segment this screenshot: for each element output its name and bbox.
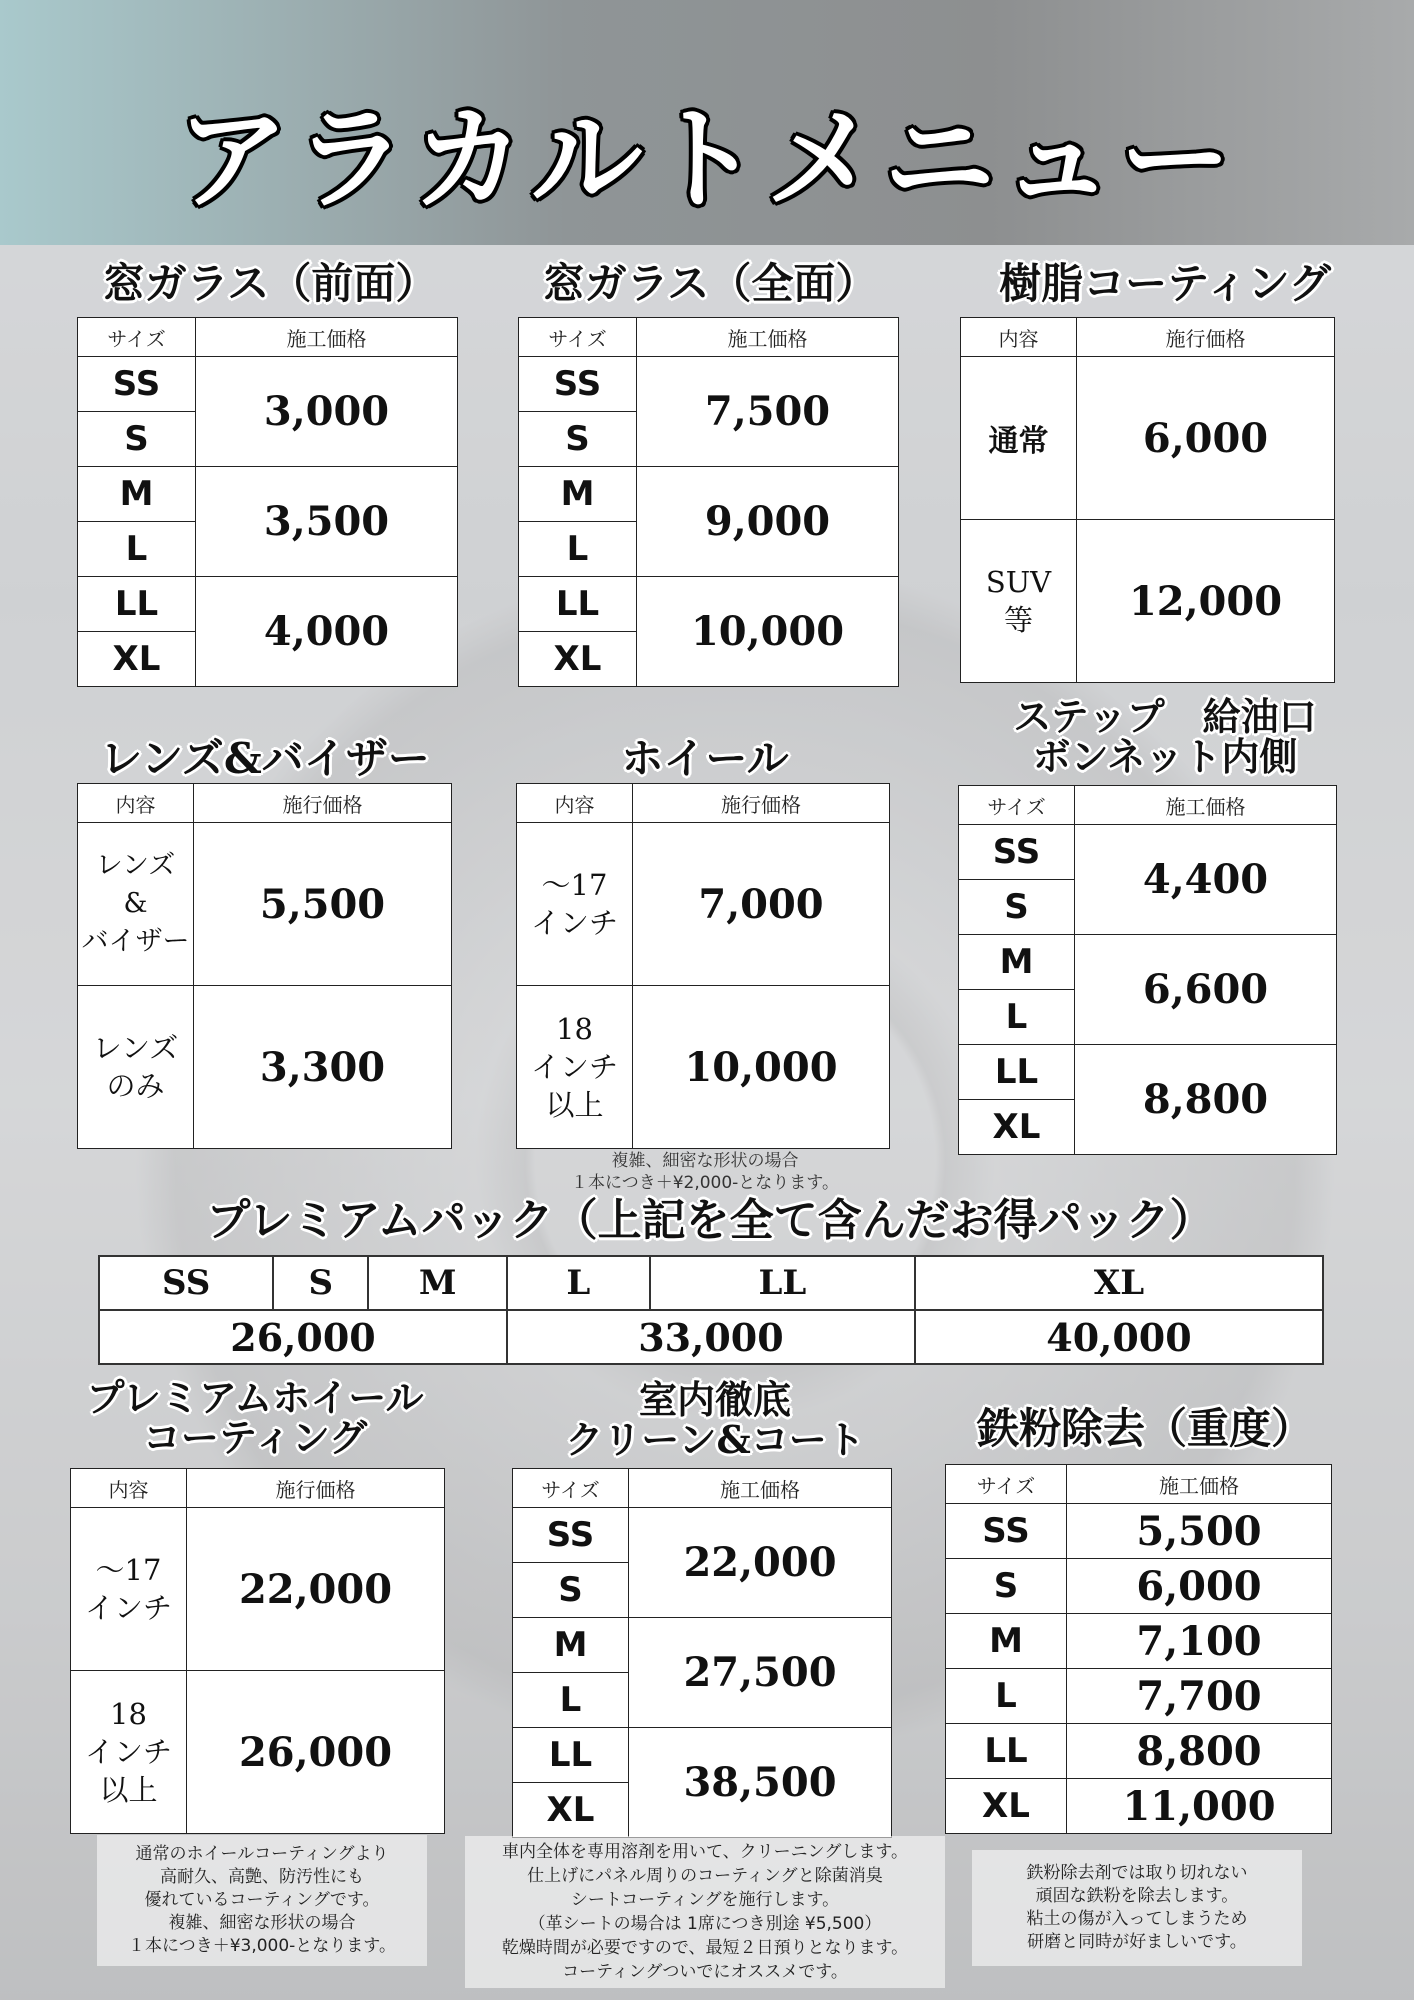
note-line: コーティングついでにオススメです。 <box>562 1962 848 1982</box>
col-header: 施工価格 <box>1075 786 1337 825</box>
pack-size-cell: XL <box>915 1256 1323 1310</box>
col-header: 内容 <box>71 1469 187 1508</box>
size-cell: L <box>78 522 196 577</box>
size-cell: S <box>959 880 1075 935</box>
pack-price-cell: 40,000 <box>915 1310 1323 1364</box>
price-cell: 8,800 <box>1075 1045 1337 1155</box>
size-cell: M <box>513 1618 629 1673</box>
note-line: 通常のホイールコーティングより <box>135 1844 389 1864</box>
note-line: 粘土の傷が入ってしまうため <box>1026 1909 1248 1929</box>
note-line: シートコーティングを施行します。 <box>570 1890 840 1910</box>
size-cell: M <box>946 1614 1067 1669</box>
iron-note <box>972 1850 1302 1966</box>
content-line: インチ <box>84 1591 172 1625</box>
size-cell: SS <box>78 357 196 412</box>
content-line: 〜17 <box>541 868 608 902</box>
title-line: ステップ 給油口 <box>1013 694 1317 739</box>
size-cell: M <box>959 935 1075 990</box>
price-cell: 5,500 <box>1067 1504 1332 1559</box>
col-header: 施工価格 <box>196 318 458 357</box>
content-line: レンズ <box>95 850 176 881</box>
content-line: バイザー <box>81 926 190 957</box>
price-cell: 5,500 <box>194 823 452 986</box>
size-cell: S <box>78 412 196 467</box>
size-cell: XL <box>959 1100 1075 1155</box>
content-cell <box>78 823 194 986</box>
title-line: クリーン&コート <box>565 1417 865 1462</box>
size-cell: XL <box>519 632 637 687</box>
note-line: １本につき＋¥2,000-となります。 <box>571 1173 839 1193</box>
price-cell: 6,600 <box>1075 935 1337 1045</box>
size-cell: SS <box>519 357 637 412</box>
title-line: コーティング <box>142 1415 368 1460</box>
section-title-premium-pack: プレミアムパック（上記を全て含んだお得パック） <box>206 1195 1214 1246</box>
section-title-step <box>955 694 1375 779</box>
section-title-premium-wheel <box>55 1375 455 1460</box>
size-cell: LL <box>78 577 196 632</box>
price-cell: 27,500 <box>629 1618 892 1728</box>
price-cell: 22,000 <box>187 1508 445 1671</box>
pack-size-cell: L <box>507 1256 650 1310</box>
note-line: （革シートの場合は 1席につき別途 ¥5,500） <box>528 1914 882 1934</box>
wheel-table <box>516 783 890 1149</box>
price-cell: 9,000 <box>637 467 899 577</box>
price-cell: 8,800 <box>1067 1724 1332 1779</box>
lens-table <box>77 783 452 1149</box>
section-title-window-front: 窓ガラス（前面） <box>102 259 438 308</box>
title-line: 室内徹底 <box>638 1377 791 1422</box>
col-header: サイズ <box>959 786 1075 825</box>
section-title-iron: 鉄粉除去（重度） <box>976 1404 1313 1453</box>
size-cell: L <box>959 990 1075 1045</box>
size-cell: L <box>946 1669 1067 1724</box>
content-line: インチ <box>530 1050 618 1084</box>
note-line: 複雑、細密な形状の場合 <box>611 1151 799 1171</box>
price-cell: 12,000 <box>1077 520 1335 683</box>
size-cell: SS <box>513 1508 629 1563</box>
content-line: 以上 <box>545 1088 604 1122</box>
col-header: サイズ <box>513 1469 629 1508</box>
price-cell: 6,000 <box>1077 357 1335 520</box>
pack-size-cell: S <box>273 1256 368 1310</box>
note-line: １本につき＋¥3,000-となります。 <box>128 1936 396 1956</box>
content-cell: 通常 <box>961 357 1077 520</box>
size-cell: XL <box>946 1779 1067 1834</box>
section-title-wheel: ホイール <box>621 734 789 783</box>
price-cell: 26,000 <box>187 1671 445 1834</box>
content-line: のみ <box>106 1069 165 1103</box>
content-line: SUV <box>985 565 1052 599</box>
size-cell: M <box>78 467 196 522</box>
wheel-note <box>500 1150 910 1194</box>
content-cell <box>71 1508 187 1671</box>
col-header: サイズ <box>519 318 637 357</box>
col-header: サイズ <box>78 318 196 357</box>
note-line: 仕上げにパネル周りのコーティングと除菌消臭 <box>527 1866 883 1886</box>
size-cell: L <box>519 522 637 577</box>
interior-note <box>465 1836 945 1988</box>
note-line: 頑固な鉄粉を除去します。 <box>1035 1886 1239 1906</box>
price-cell: 4,000 <box>196 577 458 687</box>
col-header: 施工価格 <box>629 1469 892 1508</box>
col-header: 施行価格 <box>633 784 890 823</box>
pack-price-cell: 26,000 <box>99 1310 507 1364</box>
note-line: 優れているコーティングです。 <box>144 1890 380 1910</box>
col-header: 内容 <box>517 784 633 823</box>
size-cell: S <box>513 1563 629 1618</box>
section-title-window-all: 窓ガラス（全面） <box>542 259 878 308</box>
window-all-table <box>518 317 899 687</box>
premium-wheel-table <box>70 1468 445 1834</box>
size-cell: SS <box>959 825 1075 880</box>
price-cell: 7,100 <box>1067 1614 1332 1669</box>
price-cell: 7,700 <box>1067 1669 1332 1724</box>
size-cell: LL <box>946 1724 1067 1779</box>
content-line: & <box>123 888 148 919</box>
size-cell: SS <box>946 1504 1067 1559</box>
note-line: 研磨と同時が好ましいです。 <box>1027 1932 1247 1952</box>
size-cell: XL <box>78 632 196 687</box>
col-header: 内容 <box>78 784 194 823</box>
section-title-lens: レンズ&バイザー <box>100 734 430 783</box>
title-line: ボンネット内側 <box>1032 734 1298 779</box>
size-cell: S <box>946 1559 1067 1614</box>
col-header: サイズ <box>946 1465 1067 1504</box>
size-cell: LL <box>959 1045 1075 1100</box>
size-cell: XL <box>513 1783 629 1838</box>
title-line: プレミアムホイール <box>86 1375 424 1420</box>
note-line: 乾燥時間が必要ですので、最短２日預りとなります。 <box>501 1938 909 1958</box>
pack-size-cell: M <box>368 1256 507 1310</box>
price-cell: 10,000 <box>637 577 899 687</box>
note-line: 複雑、細密な形状の場合 <box>168 1913 356 1933</box>
content-line: レンズ <box>92 1031 179 1065</box>
content-line: インチ <box>530 906 618 940</box>
content-cell <box>961 520 1077 683</box>
section-title-resin: 樹脂コーティング <box>999 259 1331 308</box>
size-cell: LL <box>519 577 637 632</box>
content-line: 等 <box>1003 603 1033 637</box>
col-header: 施工価格 <box>637 318 899 357</box>
section-title-interior <box>515 1377 915 1462</box>
size-cell: S <box>519 412 637 467</box>
price-cell: 7,500 <box>637 357 899 467</box>
col-header: 内容 <box>961 318 1077 357</box>
resin-table <box>960 317 1335 683</box>
size-cell: M <box>519 467 637 522</box>
content-line: 以上 <box>99 1773 158 1807</box>
iron-table <box>945 1464 1332 1834</box>
col-header: 施行価格 <box>1077 318 1335 357</box>
price-cell: 3,500 <box>196 467 458 577</box>
content-cell <box>517 986 633 1149</box>
content-line: 18 <box>556 1012 593 1046</box>
content-line: インチ <box>84 1735 172 1769</box>
content-line: 18 <box>110 1697 147 1731</box>
price-cell: 3,000 <box>196 357 458 467</box>
pack-size-cell: LL <box>650 1256 915 1310</box>
col-header: 施行価格 <box>187 1469 445 1508</box>
note-line: 車内全体を専用溶剤を用いて、クリーニングします。 <box>502 1842 908 1862</box>
price-cell: 7,000 <box>633 823 890 986</box>
pack-price-cell: 33,000 <box>507 1310 915 1364</box>
interior-table <box>512 1468 892 1838</box>
note-line: 高耐久、高艶、防汚性にも <box>160 1867 364 1887</box>
size-cell: LL <box>513 1728 629 1783</box>
window-front-table <box>77 317 458 687</box>
pack-size-cell: SS <box>99 1256 273 1310</box>
price-cell: 22,000 <box>629 1508 892 1618</box>
content-line: 〜17 <box>95 1553 162 1587</box>
premium-pack-table <box>98 1255 1324 1365</box>
content-cell <box>517 823 633 986</box>
size-cell: L <box>513 1673 629 1728</box>
content-cell <box>78 986 194 1149</box>
col-header: 施行価格 <box>194 784 452 823</box>
page-title: アラカルトメニュー <box>176 95 1238 225</box>
col-header: 施工価格 <box>1067 1465 1332 1504</box>
price-cell: 6,000 <box>1067 1559 1332 1614</box>
content-cell <box>71 1671 187 1834</box>
price-cell: 3,300 <box>194 986 452 1149</box>
premium-wheel-note <box>97 1835 427 1966</box>
price-cell: 10,000 <box>633 986 890 1149</box>
price-cell: 4,400 <box>1075 825 1337 935</box>
note-line: 鉄粉除去剤では取り切れない <box>1026 1863 1248 1883</box>
price-cell: 11,000 <box>1067 1779 1332 1834</box>
step-table <box>958 785 1337 1155</box>
price-cell: 38,500 <box>629 1728 892 1838</box>
